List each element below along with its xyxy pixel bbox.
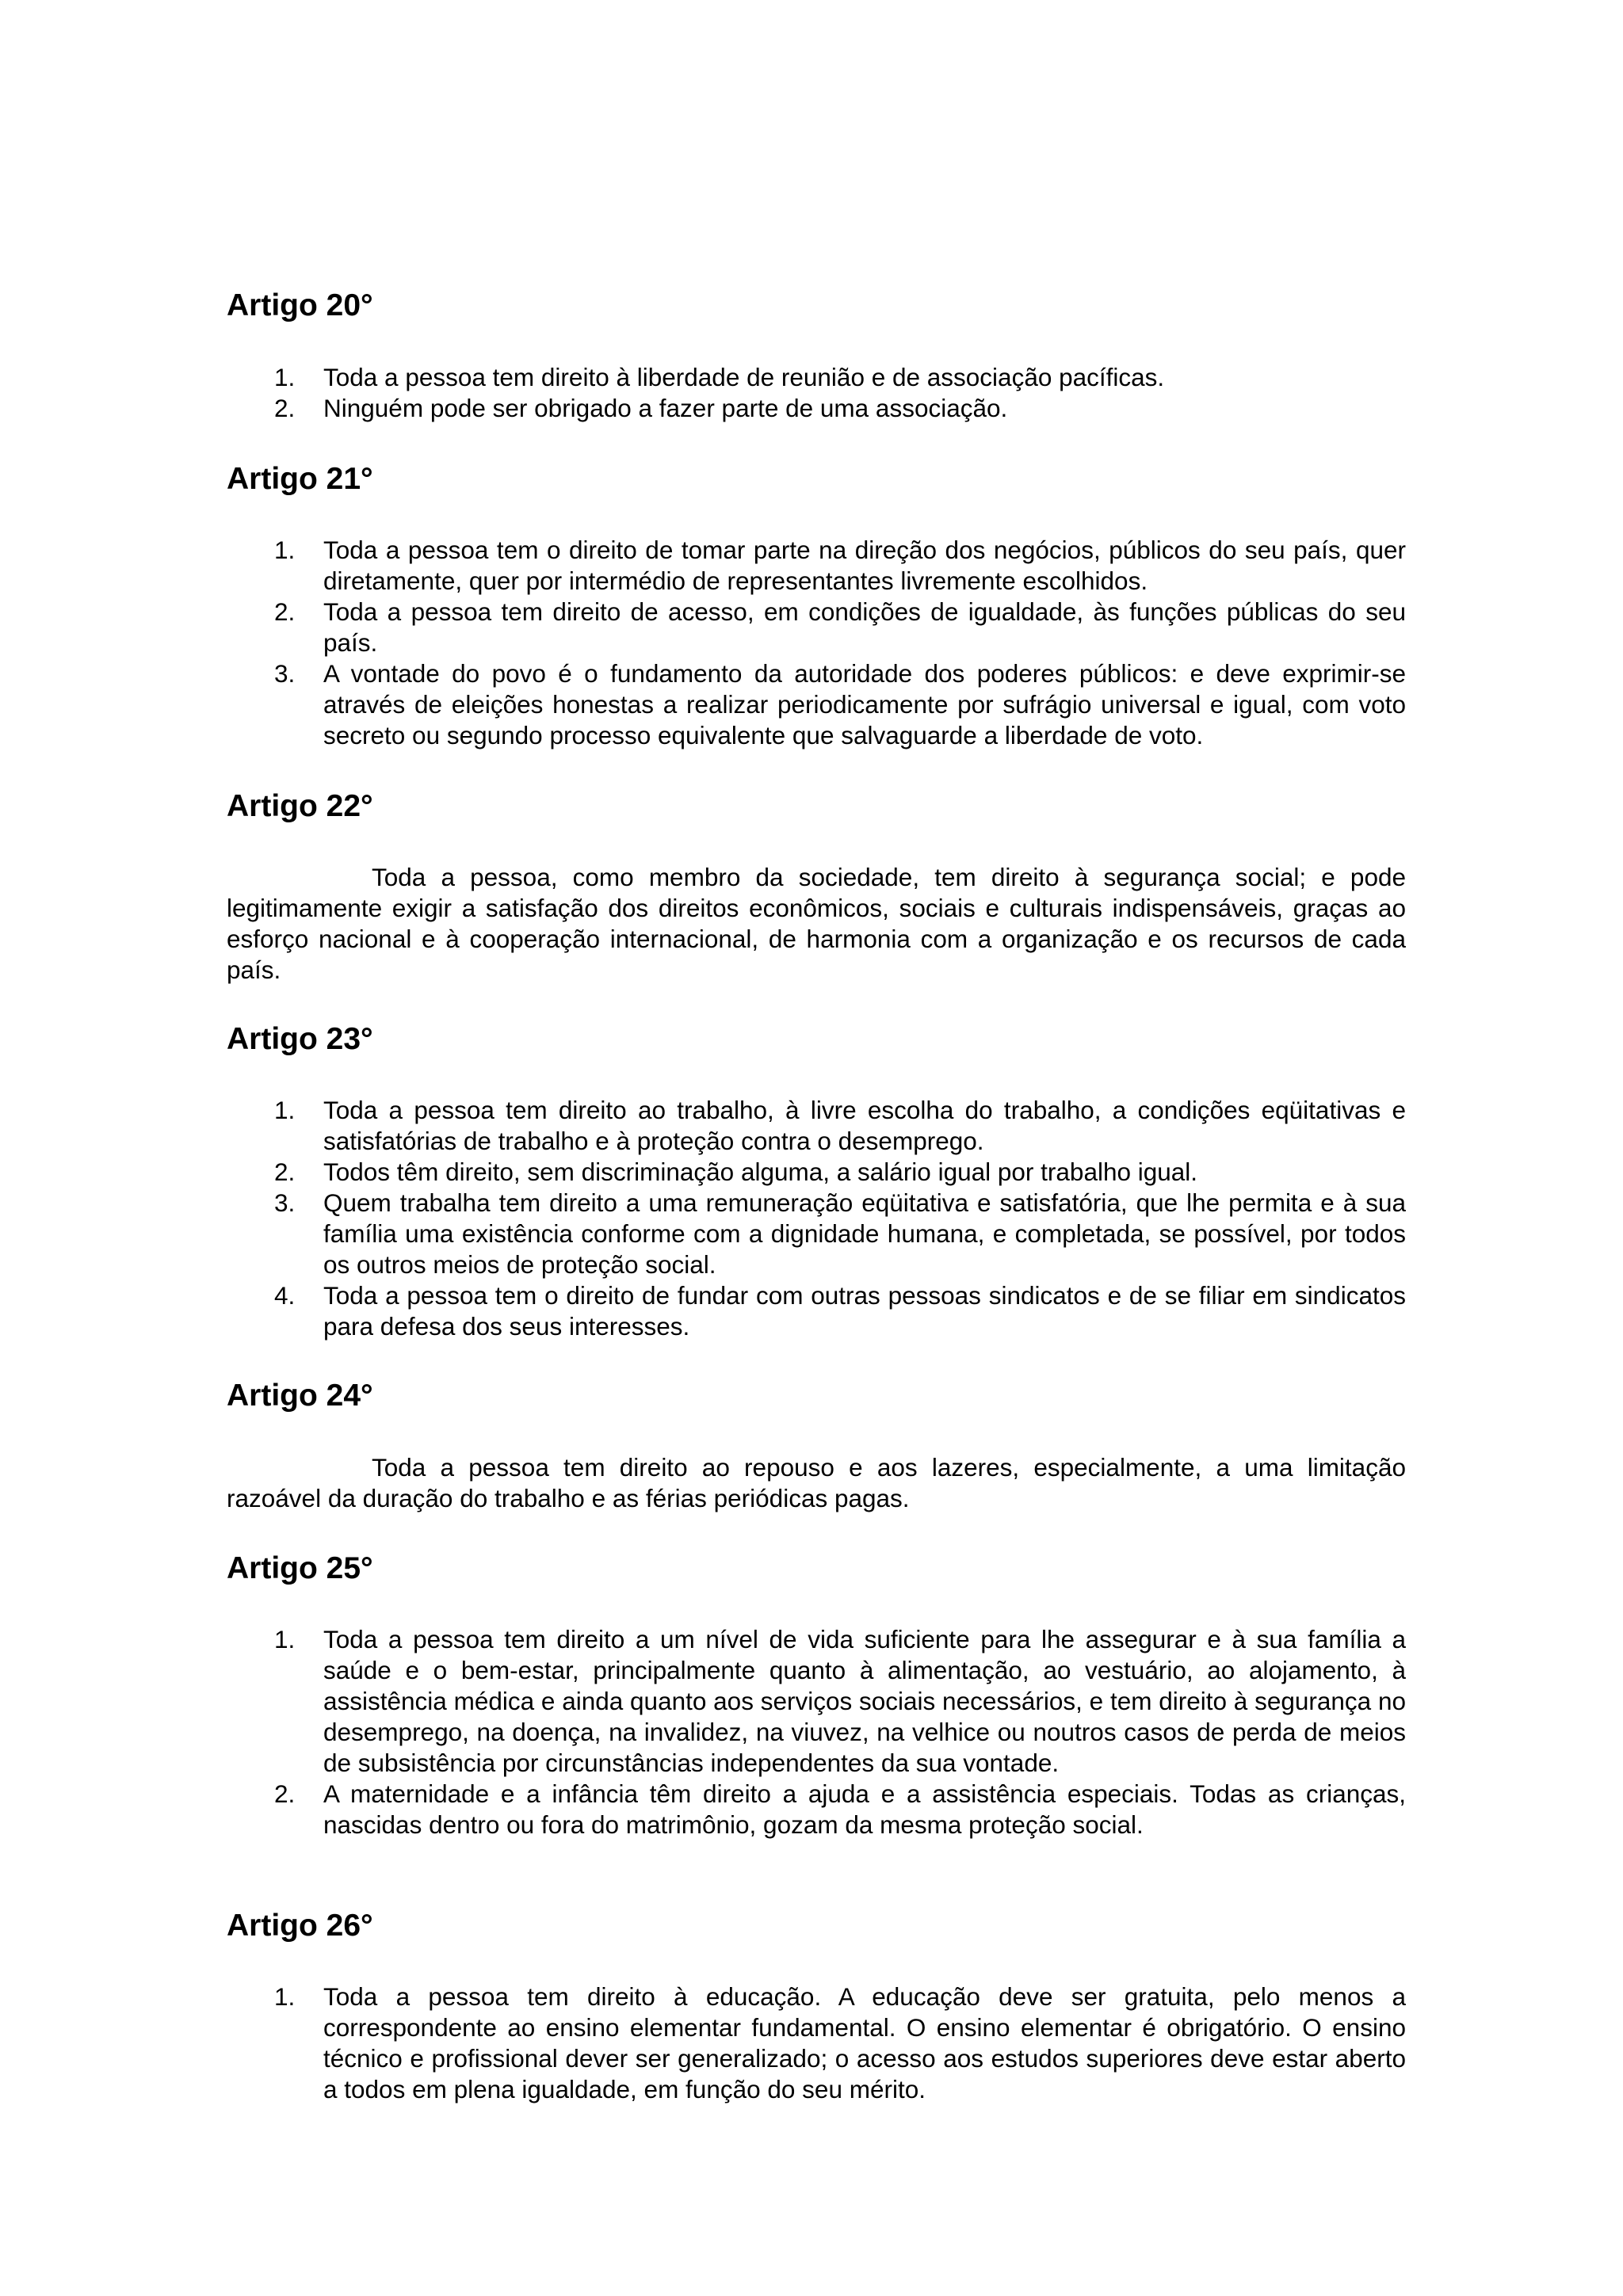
list-item (227, 1779, 1406, 1840)
item-number: 4. (274, 1281, 296, 1310)
item-text: Toda a pessoa tem direito à liberdade de reunião e de associação pacíficas. (323, 363, 1165, 391)
item-number: 3. (274, 659, 296, 688)
article-23-list (227, 1095, 1406, 1342)
article-24-heading: Artigo 24° (227, 1379, 373, 1413)
item-text: Toda a pessoa tem direito ao trabalho, à livre escolha do trabalho, a condições eqüitativas e satisfatórias de trabalho e à proteção contra o desemprego. (323, 1096, 1406, 1155)
item-text: Ninguém pode ser obrigado a fazer parte de uma associação. (323, 394, 1008, 422)
article-20-list (227, 362, 1406, 424)
item-text: Toda a pessoa tem direito de acesso, em condições de igualdade, às funções públicas do seu país. (323, 597, 1406, 657)
item-text: Toda a pessoa tem direito a um nível de vida suficiente para lhe assegurar e à sua família a saúde e o bem-estar, principalmente quanto à alimentação, ao vestuário, ao alojamento, à assistência médica e ainda quanto aos serviços sociais necessários, e tem direito à segurança no desemprego, na doença, na invalidez, na viuvez, na velhice ou noutros casos de perda de meios de subsistência por circunstâncias independentes da sua vontade. (323, 1625, 1406, 1777)
item-number: 2. (274, 1158, 296, 1186)
list-item (227, 1095, 1406, 1157)
item-text: Toda a pessoa tem direito à educação. A educação deve ser gratuita, pelo menos a correspondente ao ensino elementar fundamental. O ensino elementar é obrigatório. O ensino técnico e profissional dever ser generalizado; o acesso aos estudos superiores deve estar aberto a todos em plena igualdade, em função do seu mérito. (323, 1982, 1406, 2103)
list-item (227, 1188, 1406, 1280)
list-item (227, 535, 1406, 597)
item-text: A maternidade e a infância têm direito a ajuda e a assistência especiais. Todas as crianças, nascidas dentro ou fora do matrimônio, gozam da mesma proteção social. (323, 1779, 1406, 1839)
list-item (227, 597, 1406, 658)
article-22-paragraph: Toda a pessoa, como membro da sociedade, tem direito à segurança social; e pode legitimamente exigir a satisfação dos direitos econômicos, sociais e culturais indispensáveis, graças ao esforço nacional e à cooperação internacional, de harmonia com a organização e os recursos de cada país. (227, 863, 1406, 984)
item-text: Todos têm direito, sem discriminação alguma, a salário igual por trabalho igual. (323, 1158, 1198, 1186)
item-number: 1. (274, 1096, 296, 1124)
item-number: 1. (274, 536, 296, 564)
item-text: Quem trabalha tem direito a uma remuneração eqüitativa e satisfatória, que lhe permita e à sua família uma existência conforme com a dignidade humana, e completada, se possível, por todos os outros meios de proteção social. (323, 1188, 1406, 1279)
article-26-list (227, 1981, 1406, 2105)
item-number: 1. (274, 1982, 296, 2011)
item-number: 1. (274, 1625, 296, 1653)
item-number: 2. (274, 394, 296, 422)
article-21-list (227, 535, 1406, 751)
list-item (227, 1981, 1406, 2105)
article-25-list (227, 1624, 1406, 1840)
list-item (227, 1624, 1406, 1779)
item-number: 1. (274, 363, 296, 391)
article-22-heading: Artigo 22° (227, 789, 373, 823)
item-text: Toda a pessoa tem o direito de tomar parte na direção dos negócios, públicos do seu país, quer diretamente, quer por intermédio de representantes livremente escolhidos. (323, 536, 1406, 595)
item-number: 2. (274, 597, 296, 626)
article-26-heading: Artigo 26° (227, 1909, 373, 1943)
list-item (227, 658, 1406, 751)
item-number: 3. (274, 1188, 296, 1217)
item-number: 2. (274, 1779, 296, 1808)
article-21-heading: Artigo 21° (227, 462, 373, 496)
item-text: Toda a pessoa tem o direito de fundar com outras pessoas sindicatos e de se filiar em sindicatos para defesa dos seus interesses. (323, 1281, 1406, 1341)
article-24-paragraph: Toda a pessoa tem direito ao repouso e aos lazeres, especialmente, a uma limitação razoável da duração do trabalho e as férias periódicas pagas. (227, 1453, 1406, 1512)
list-item (227, 362, 1406, 393)
list-item (227, 393, 1406, 424)
list-item (227, 1157, 1406, 1188)
item-text: A vontade do povo é o fundamento da autoridade dos poderes públicos: e deve exprimir-se através de eleições honestas a realizar periodicamente por sufrágio universal e igual, com voto secreto ou segundo processo equivalente que salvaguarde a liberdade de voto. (323, 659, 1406, 749)
article-20-heading: Artigo 20° (227, 288, 373, 322)
article-25-heading: Artigo 25° (227, 1551, 373, 1585)
list-item (227, 1280, 1406, 1342)
article-23-heading: Artigo 23° (227, 1022, 373, 1056)
